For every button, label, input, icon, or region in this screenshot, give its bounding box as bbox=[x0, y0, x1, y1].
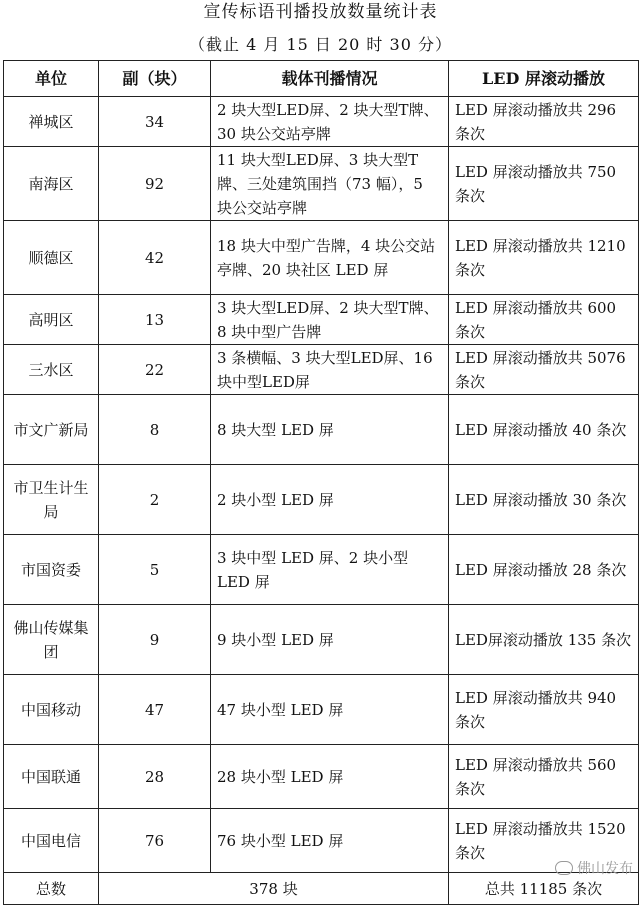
cell-led: LED 屏滚动播放共 296 条次 bbox=[449, 97, 639, 147]
cell-count: 2 bbox=[99, 465, 211, 535]
header-count: 副（块） bbox=[99, 61, 211, 97]
cell-led: LED 屏滚动播放 28 条次 bbox=[449, 535, 639, 605]
table-row bbox=[4, 675, 639, 745]
cell-led: LED 屏滚动播放共 750 条次 bbox=[449, 147, 639, 221]
cell-unit: 南海区 bbox=[4, 147, 99, 221]
header-row bbox=[4, 61, 639, 97]
cell-count: 34 bbox=[99, 97, 211, 147]
table-row bbox=[4, 295, 639, 345]
total-label: 总数 bbox=[4, 873, 99, 905]
table-row bbox=[4, 395, 639, 465]
cell-led: LED 屏滚动播放共 1520 条次 bbox=[449, 809, 639, 873]
cell-count: 9 bbox=[99, 605, 211, 675]
cell-count: 92 bbox=[99, 147, 211, 221]
watermark bbox=[555, 858, 633, 878]
cell-led: LED 屏滚动播放共 600 条次 bbox=[449, 295, 639, 345]
total-count: 378 块 bbox=[99, 873, 449, 905]
table-row bbox=[4, 221, 639, 295]
table-row bbox=[4, 465, 639, 535]
cell-count: 8 bbox=[99, 395, 211, 465]
table-row bbox=[4, 745, 639, 809]
cell-carrier: 8 块大型 LED 屏 bbox=[211, 395, 449, 465]
wechat-icon bbox=[555, 861, 573, 875]
watermark-text: 佛山发布 bbox=[577, 861, 633, 877]
table-row bbox=[4, 147, 639, 221]
cell-unit: 禅城区 bbox=[4, 97, 99, 147]
table-row bbox=[4, 809, 639, 873]
cell-unit: 佛山传媒集团 bbox=[4, 605, 99, 675]
cell-unit: 中国移动 bbox=[4, 675, 99, 745]
cell-count: 5 bbox=[99, 535, 211, 605]
header-led: LED 屏滚动播放 bbox=[449, 61, 639, 97]
cell-carrier: 2 块小型 LED 屏 bbox=[211, 465, 449, 535]
cell-count: 42 bbox=[99, 221, 211, 295]
cell-count: 13 bbox=[99, 295, 211, 345]
cell-carrier: 2 块大型LED屏、2 块大型T牌、30 块公交站亭牌 bbox=[211, 97, 449, 147]
cell-unit: 三水区 bbox=[4, 345, 99, 395]
cell-led: LED 屏滚动播放 40 条次 bbox=[449, 395, 639, 465]
cell-unit: 中国联通 bbox=[4, 745, 99, 809]
cell-carrier: 3 块大型LED屏、2 块大型T牌、8 块中型广告牌 bbox=[211, 295, 449, 345]
cell-carrier: 3 条横幅、3 块大型LED屏、16 块中型LED屏 bbox=[211, 345, 449, 395]
cell-unit: 中国电信 bbox=[4, 809, 99, 873]
table-row bbox=[4, 97, 639, 147]
cell-carrier: 3 块中型 LED 屏、2 块小型 LED 屏 bbox=[211, 535, 449, 605]
document-title: 宣传标语刊播投放数量统计表 bbox=[203, 2, 438, 22]
cell-carrier: 47 块小型 LED 屏 bbox=[211, 675, 449, 745]
cell-unit: 市国资委 bbox=[4, 535, 99, 605]
total-led: 总共 11185 条次 bbox=[449, 873, 639, 905]
total-row bbox=[4, 873, 639, 905]
cell-unit: 高明区 bbox=[4, 295, 99, 345]
cell-led: LED 屏滚动播放共 5076 条次 bbox=[449, 345, 639, 395]
cell-led: LED 屏滚动播放共 940 条次 bbox=[449, 675, 639, 745]
cell-count: 22 bbox=[99, 345, 211, 395]
cell-count: 28 bbox=[99, 745, 211, 809]
cell-unit: 市卫生计生局 bbox=[4, 465, 99, 535]
cell-count: 76 bbox=[99, 809, 211, 873]
cell-led: LED 屏滚动播放共 560 条次 bbox=[449, 745, 639, 809]
cell-carrier: 76 块小型 LED 屏 bbox=[211, 809, 449, 873]
table-row bbox=[4, 535, 639, 605]
table-row bbox=[4, 605, 639, 675]
cell-count: 47 bbox=[99, 675, 211, 745]
cell-carrier: 18 块大中型广告牌，4 块公交站亭牌、20 块社区 LED 屏 bbox=[211, 221, 449, 295]
cell-carrier: 11 块大型LED屏、3 块大型T牌、三处建筑围挡（73 幅），5 块公交站亭牌 bbox=[211, 147, 449, 221]
cell-led: LED 屏滚动播放 30 条次 bbox=[449, 465, 639, 535]
header-unit: 单位 bbox=[4, 61, 99, 97]
cell-led: LED 屏滚动播放共 1210 条次 bbox=[449, 221, 639, 295]
table-row bbox=[4, 345, 639, 395]
cell-carrier: 9 块小型 LED 屏 bbox=[211, 605, 449, 675]
document-subtitle: （截止 4 月 15 日 20 时 30 分） bbox=[189, 35, 452, 54]
cell-unit: 顺德区 bbox=[4, 221, 99, 295]
header-carrier: 载体刊播情况 bbox=[211, 61, 449, 97]
cell-led: LED屏滚动播放 135 条次 bbox=[449, 605, 639, 675]
cell-carrier: 28 块小型 LED 屏 bbox=[211, 745, 449, 809]
statistics-table bbox=[3, 60, 639, 905]
cell-unit: 市文广新局 bbox=[4, 395, 99, 465]
